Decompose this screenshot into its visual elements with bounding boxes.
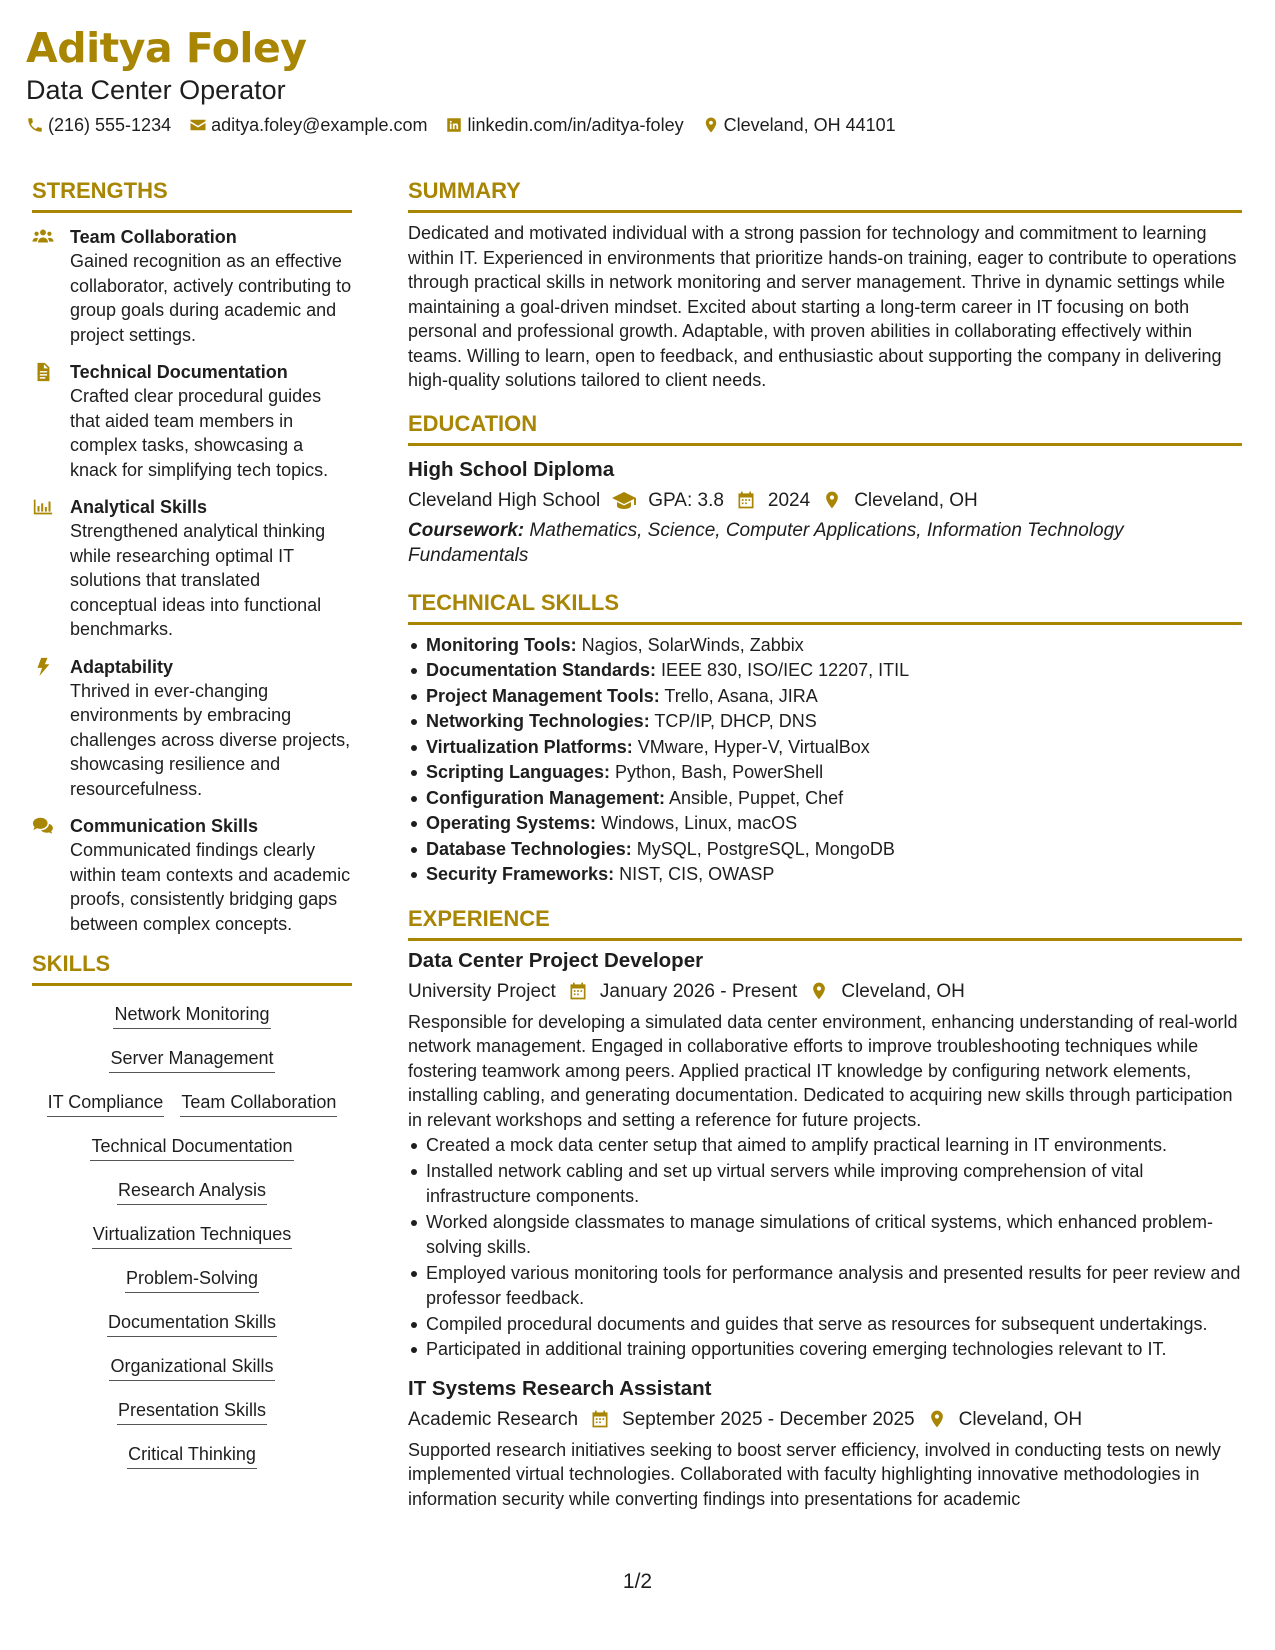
coursework-label: Coursework: (408, 519, 525, 541)
skill-value: TCP/IP, DHCP, DNS (649, 711, 817, 731)
right-column (408, 176, 1242, 1511)
skill-tag: Critical Thinking (127, 1442, 257, 1469)
skill-label: Documentation Standards: (426, 660, 657, 680)
contact-linkedin[interactable] (445, 113, 683, 137)
job-bullets (408, 1133, 1242, 1363)
skill-label: Operating Systems: (426, 813, 597, 833)
skill-label: Networking Technologies: (426, 711, 650, 731)
skill-value: Trello, Asana, JIRA (659, 685, 818, 706)
education-meta (408, 487, 1242, 514)
skill-value: IEEE 830, ISO/IEC 12207, ITIL (656, 660, 910, 680)
strength-desc: Thrived in ever-changing environments by embracing challenges across diverse projects, showcasing resilience and resourcefulness. (70, 680, 351, 799)
technical-skills-list (408, 633, 1242, 888)
strength-desc: Gained recognition as an effective collaborator, actively contributing to group goals during academic and project settings. (70, 251, 352, 345)
skill-label: Security Frameworks: (426, 864, 615, 884)
strength-item (32, 360, 352, 482)
list-item (408, 735, 1242, 761)
list-item: Employed various monitoring tools for performance analysis and presented results for peer review and professor feedback. (408, 1261, 1242, 1312)
coursework (408, 518, 1242, 568)
contact-info (26, 113, 1246, 137)
skill-tag: Server Management (109, 1046, 274, 1073)
strength-desc: Strengthened analytical thinking while researching optimal IT solutions that translated conceptual ideas into functional benchmarks. (70, 521, 326, 639)
skills-heading: SKILLS (32, 949, 352, 986)
strength-title: Adaptability (70, 656, 174, 677)
skill-tag: Virtualization Techniques (92, 1222, 292, 1249)
list-item (408, 786, 1242, 812)
calendar-icon (736, 490, 756, 510)
graduation-cap-icon (612, 490, 636, 510)
list-item (408, 837, 1242, 863)
bar-chart-icon (32, 497, 54, 517)
job-description: Supported research initiatives seeking to boost server efficiency, involved in conducting tests on newly implemented virtual technologies. Collaborated with faculty highlighting innovative methodologies in information security while converting findings into presentations for academic (408, 1439, 1221, 1509)
skill-tag: Documentation Skills (107, 1310, 277, 1337)
skill-value: MySQL, PostgreSQL, MongoDB (631, 838, 895, 859)
job-entry (408, 947, 1242, 1363)
skill-value: Nagios, SolarWinds, Zabbix (576, 634, 804, 655)
technical-skills-section (408, 588, 1242, 888)
list-item: Participated in additional training opportunities covering emerging technologies relevant to IT. (408, 1337, 1242, 1363)
skills-section (32, 949, 352, 1480)
strengths-heading: STRENGTHS (32, 176, 352, 213)
skill-value: VMware, Hyper-V, VirtualBox (632, 736, 870, 757)
contact-location (702, 113, 896, 137)
job-org: University Project (408, 980, 556, 1002)
list-item (408, 658, 1242, 684)
list-item (408, 862, 1242, 888)
map-pin-icon (927, 1409, 947, 1429)
job-meta (408, 978, 1242, 1005)
strength-title: Technical Documentation (70, 362, 288, 382)
list-item (408, 811, 1242, 837)
lightning-icon (32, 657, 54, 677)
skill-value: Ansible, Puppet, Chef (665, 787, 844, 808)
strength-item (32, 655, 352, 802)
technical-skills-heading: TECHNICAL SKILLS (408, 588, 1242, 625)
summary-section (408, 176, 1242, 393)
resume-header (26, 24, 1246, 137)
summary-heading: SUMMARY (408, 176, 1242, 213)
phone-text: (216) 555-1234 (48, 115, 172, 135)
experience-heading: EXPERIENCE (408, 904, 1242, 941)
school-text: Cleveland High School (408, 489, 601, 511)
skill-value: Python, Bash, PowerShell (610, 762, 824, 782)
contact-email[interactable] (189, 113, 427, 137)
linkedin-icon (445, 116, 463, 134)
strength-title: Analytical Skills (70, 497, 208, 517)
skill-value: Windows, Linux, macOS (596, 813, 798, 833)
job-location: Cleveland, OH (958, 1408, 1083, 1430)
job-dates: January 2026 - Present (599, 980, 798, 1002)
chat-bubbles-icon (32, 816, 54, 836)
list-item: Created a mock data center setup that aimed to amplify practical learning in IT environments. (408, 1133, 1242, 1159)
skill-label: Project Management Tools: (426, 685, 660, 706)
skill-tag: Presentation Skills (117, 1398, 267, 1425)
map-pin-icon (822, 490, 842, 510)
calendar-icon (590, 1409, 610, 1429)
strength-item (32, 225, 352, 347)
gpa: GPA: 3.8 (648, 489, 724, 511)
calendar-icon (568, 981, 588, 1001)
skill-tag: Technical Documentation (90, 1134, 293, 1161)
strength-desc: Crafted clear procedural guides that aided team members in complex tasks, showcasing a knack for simplifying tech topics. (70, 386, 329, 480)
location-text: Cleveland, OH 44101 (723, 115, 896, 135)
skill-label: Virtualization Platforms: (426, 736, 633, 757)
job-location: Cleveland, OH (841, 980, 965, 1002)
list-item (408, 633, 1242, 659)
skill-label: Database Technologies: (426, 838, 632, 859)
education-section (408, 409, 1242, 568)
job-title: Data Center Project Developer (408, 948, 704, 972)
skill-tag: Network Monitoring (113, 1002, 270, 1029)
strength-title: Communication Skills (70, 816, 259, 836)
job-title: Data Center Operator (26, 75, 286, 105)
job-entry (408, 1375, 1242, 1512)
strength-item (32, 814, 352, 936)
candidate-name: Aditya Foley (26, 24, 307, 72)
skill-label: Monitoring Tools: (426, 634, 577, 655)
job-meta (408, 1406, 1242, 1433)
users-icon (32, 227, 54, 247)
strengths-list (32, 225, 352, 936)
list-item: Installed network cabling and set up virtual servers while improving comprehension of vital infrastructure components. (408, 1159, 1242, 1210)
skill-tag: Organizational Skills (109, 1354, 274, 1381)
school-location: Cleveland, OH (854, 489, 978, 511)
skill-tag: Research Analysis (117, 1178, 267, 1205)
phone-icon (26, 116, 44, 134)
email-text: aditya.foley@example.com (211, 115, 428, 135)
list-item (408, 684, 1242, 710)
job-org: Academic Research (408, 1408, 579, 1430)
skill-value: NIST, CIS, OWASP (614, 864, 775, 884)
document-icon (32, 362, 54, 382)
strength-title: Team Collaboration (70, 227, 237, 247)
skill-label: Scripting Languages: (426, 762, 611, 782)
strength-item (32, 495, 352, 642)
degree-title: High School Diploma (408, 457, 615, 481)
experience-section (408, 904, 1242, 1512)
contact-phone[interactable] (26, 113, 171, 137)
job-description: Responsible for developing a simulated data center environment, enhancing understanding of real-world network management. Engaged in collaborative efforts to improve troubleshooting techniques while fostering teamwork among peers. Applied practical IT knowledge by configuring network elements, installing cabling, and generating documentation. Dedicated to acquiring new skills through participation in relevant workshops and setting a reference for future projects. (408, 1011, 1238, 1130)
strength-desc: Communicated findings clearly within team contexts and academic proofs, consistently bridging gaps between complex concepts. (70, 840, 351, 934)
job-title: IT Systems Research Assistant (408, 1376, 712, 1400)
left-column (32, 176, 352, 1480)
skill-tag: IT Compliance (47, 1090, 165, 1117)
skill-tag: Problem-Solving (125, 1266, 259, 1293)
list-item (408, 760, 1242, 786)
skill-tag: Team Collaboration (180, 1090, 337, 1117)
envelope-icon (189, 116, 207, 134)
job-dates: September 2025 - December 2025 (622, 1408, 915, 1430)
school-name (408, 487, 600, 514)
list-item: Compiled procedural documents and guides that serve as resources for subsequent undertakings. (408, 1312, 1242, 1338)
skills-tags (32, 996, 352, 1480)
page-number: 1/2 (622, 1570, 653, 1593)
list-item (408, 709, 1242, 735)
coursework-text: Mathematics, Science, Computer Applications, Information Technology Fundamentals (408, 519, 1124, 566)
summary-text: Dedicated and motivated individual with a strong passion for technology and commitment to learning within IT. Experienced in environments that prioritize hands-on training, eager to contribute to operations through practical skills in network monitoring and server management. Thrive in dynamic settings while maintaining a goal-driven mindset. Excited about starting a long-term career in IT focusing on both personal and professional growth. Adaptable, with proven abilities in collaborating effectively within teams. Willing to learn, open to feedback, and enthusiastic about supporting the company in delivering high-quality solutions tailored to client needs. (408, 223, 1237, 390)
linkedin-text: linkedin.com/in/aditya-foley (467, 115, 684, 135)
graduation-year: 2024 (767, 489, 811, 511)
map-pin-icon (809, 981, 829, 1001)
skill-label: Configuration Management: (426, 787, 665, 808)
list-item: Worked alongside classmates to manage simulations of critical systems, which enhanced problem-solving skills. (408, 1210, 1242, 1261)
education-heading: EDUCATION (408, 409, 1242, 446)
map-pin-icon (702, 116, 720, 134)
